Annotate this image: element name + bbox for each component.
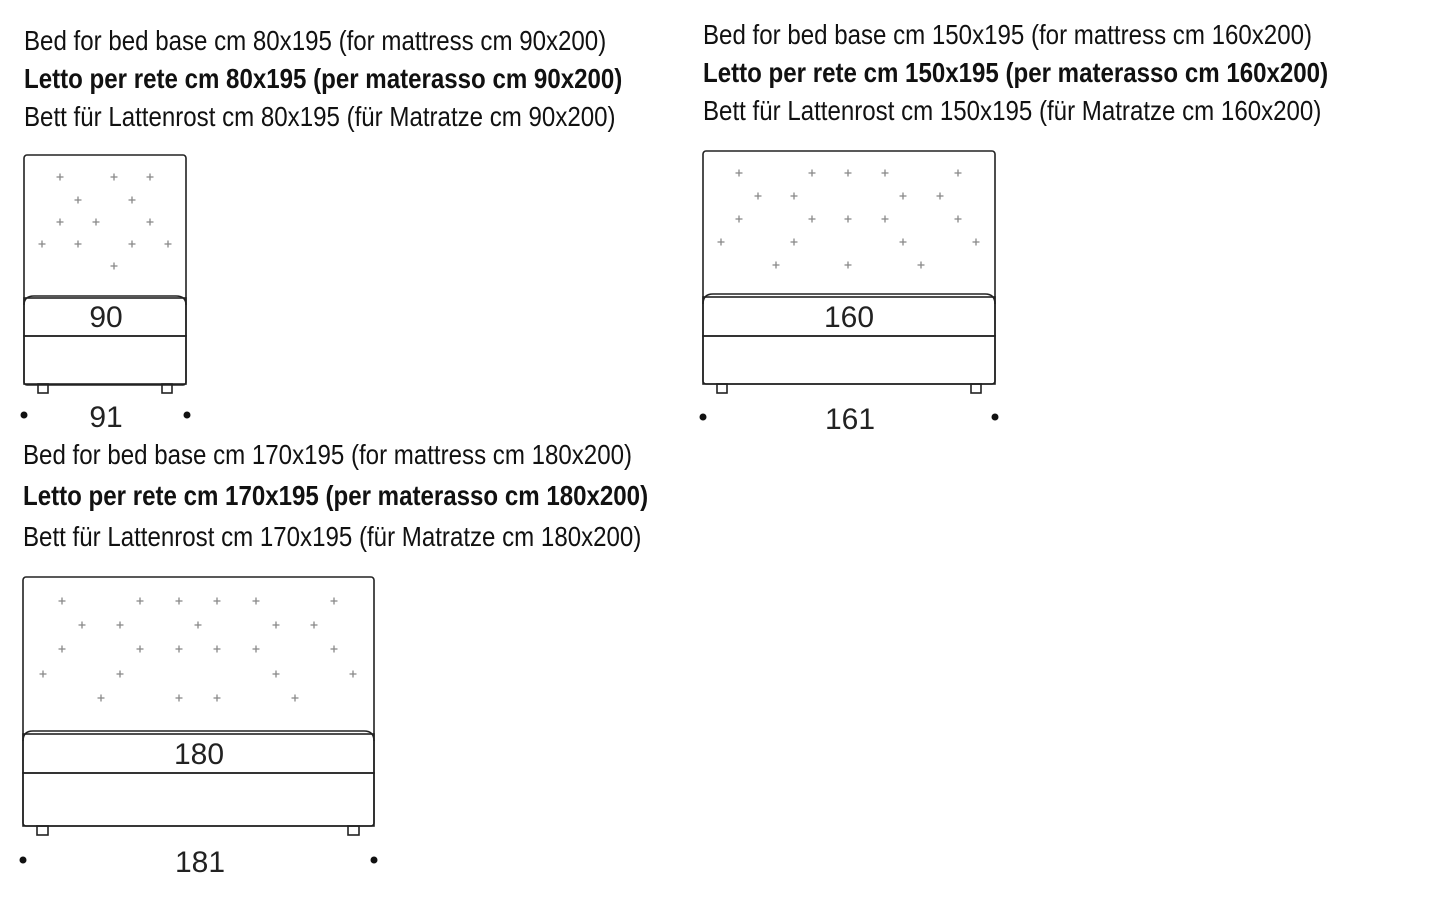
mattress-width-label: 160 [823, 301, 875, 334]
tuft-button [176, 598, 183, 605]
tuft-button [845, 216, 852, 223]
caption-italian: Letto per rete cm 150x195 (per materasso cm 160x200) [703, 57, 1329, 88]
tuft-button [137, 598, 144, 605]
tuft-button [111, 174, 118, 181]
tufting-pattern [40, 598, 357, 702]
tuft-button [791, 239, 798, 246]
bed-leg-left [717, 384, 727, 393]
tuft-button [973, 239, 980, 246]
bed-base [23, 773, 374, 826]
tuft-button [129, 241, 136, 248]
tuft-button [882, 170, 889, 177]
tuft-button [93, 219, 100, 226]
dimension-point-right [184, 412, 191, 419]
caption-italian: Letto per rete cm 170x195 (per materasso cm 180x200) [23, 480, 649, 511]
tuft-button [809, 216, 816, 223]
tuft-button [773, 262, 780, 269]
tuft-button [75, 197, 82, 204]
caption-english: Bed for bed base cm 170x195 (for mattress cm 180x200) [23, 439, 633, 470]
tuft-button [350, 671, 357, 678]
tuft-button [845, 170, 852, 177]
bed-leg-right [971, 384, 981, 393]
dimension-point-left [21, 412, 28, 419]
headboard-outline [24, 155, 186, 385]
bed-base [24, 336, 186, 384]
tuft-button [117, 671, 124, 678]
tuft-button [176, 695, 183, 702]
tuft-button [273, 622, 280, 629]
tuft-button [755, 193, 762, 200]
tuft-button [40, 671, 47, 678]
tuft-button [98, 695, 105, 702]
tuft-button [736, 170, 743, 177]
tuft-button [111, 263, 118, 270]
tuft-button [129, 197, 136, 204]
tuft-button [253, 646, 260, 653]
tuft-button [918, 262, 925, 269]
tuft-button [311, 622, 318, 629]
tuft-button [292, 695, 299, 702]
tufting-pattern [718, 170, 980, 269]
bed-leg-left [37, 826, 48, 835]
tuft-button [165, 241, 172, 248]
caption-english: Bed for bed base cm 80x195 (for mattress cm 90x200) [24, 25, 607, 56]
tufting-pattern [39, 174, 172, 270]
tuft-button [955, 170, 962, 177]
dimension-point-right [992, 414, 999, 421]
bed-90-drawing [21, 155, 191, 434]
caption-italian: Letto per rete cm 80x195 (per materasso cm 90x200) [24, 63, 623, 94]
overall-width-label: 91 [89, 401, 123, 434]
mattress-width-label: 90 [89, 301, 123, 334]
caption-german: Bett für Lattenrost cm 80x195 (für Matratze cm 90x200) [24, 101, 616, 132]
bed-160-drawing [700, 151, 999, 436]
tuft-button [331, 598, 338, 605]
overall-width-label: 181 [174, 846, 226, 879]
tuft-button [273, 671, 280, 678]
tuft-button [59, 646, 66, 653]
tuft-button [195, 622, 202, 629]
tuft-button [39, 241, 46, 248]
overall-width-label: 161 [824, 403, 876, 436]
tuft-button [176, 646, 183, 653]
caption-german: Bett für Lattenrost cm 170x195 (für Matratze cm 180x200) [23, 521, 642, 552]
dimension-point-left [700, 414, 707, 421]
bed-180-drawing [20, 577, 378, 879]
tuft-button [900, 239, 907, 246]
tuft-button [900, 193, 907, 200]
tuft-button [253, 598, 260, 605]
tuft-button [59, 598, 66, 605]
tuft-button [137, 646, 144, 653]
tuft-button [79, 622, 86, 629]
mattress-width-label: 180 [173, 738, 225, 771]
tuft-button [75, 241, 82, 248]
tuft-button [809, 170, 816, 177]
tuft-button [937, 193, 944, 200]
tuft-button [147, 174, 154, 181]
caption-english: Bed for bed base cm 150x195 (for mattress cm 160x200) [703, 19, 1313, 50]
tuft-button [791, 193, 798, 200]
tuft-button [718, 239, 725, 246]
dimension-point-right [371, 857, 378, 864]
tuft-button [147, 219, 154, 226]
headboard-outline [23, 577, 374, 826]
bed-leg-right [348, 826, 359, 835]
tuft-button [736, 216, 743, 223]
bed-base [703, 336, 995, 384]
tuft-button [955, 216, 962, 223]
tuft-button [117, 622, 124, 629]
tuft-button [57, 219, 64, 226]
tuft-button [845, 262, 852, 269]
tuft-button [331, 646, 338, 653]
tuft-button [214, 695, 221, 702]
dimension-point-left [20, 857, 27, 864]
headboard-outline [703, 151, 995, 384]
tuft-button [882, 216, 889, 223]
caption-german: Bett für Lattenrost cm 150x195 (für Matratze cm 160x200) [703, 95, 1322, 126]
tuft-button [214, 598, 221, 605]
tuft-button [57, 174, 64, 181]
tuft-button [214, 646, 221, 653]
